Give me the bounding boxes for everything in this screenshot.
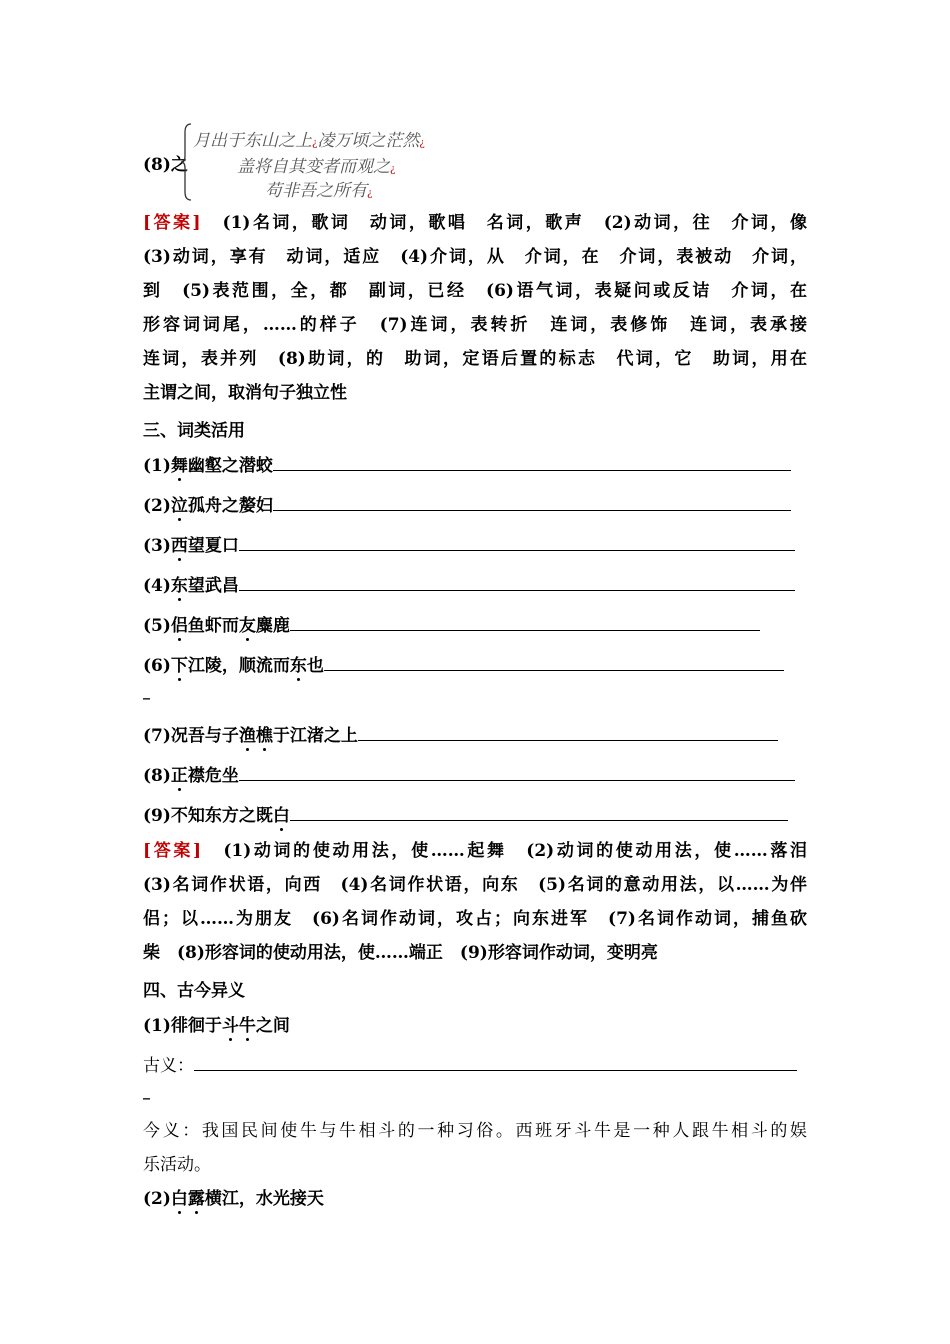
answer-2-line-2: (3)名词作状语，向西 (4)名词作状语，向东 (5)名词的意动用法，以……为伴	[143, 875, 807, 895]
exercise-item-2: (2)泣孤舟之嫠妇	[143, 491, 791, 516]
exercise-item-3: (3)西望夏口	[143, 531, 795, 556]
answer-2-line-3: 侣；以……为朋友 (6)名词作动词，攻占；向东进军 (7)名词作动词，捕鱼砍	[143, 909, 807, 929]
answer-blank[interactable]	[194, 1054, 797, 1071]
answer-blank[interactable]	[324, 654, 784, 671]
exercise-item-1: (1)舞幽壑之潜蛟	[143, 451, 791, 476]
answer-1-line-2: (3)动词，享有 动词，适应 (4)介词，从 介词，在 介词，表被动 介词，	[143, 247, 807, 267]
exercise-item-8: (8)正襟危坐	[143, 761, 795, 786]
section-4-item-1: (1)徘徊于斗牛之间	[143, 1016, 290, 1036]
brace-item	[143, 118, 543, 202]
stray-underscore: _	[143, 1084, 150, 1100]
exercise-item-4: (4)东望武昌	[143, 571, 795, 596]
answer-blank[interactable]	[239, 534, 795, 551]
answer-tag: [答案]	[143, 213, 201, 233]
section-4-item-2: (2)白露横江，水光接天	[143, 1189, 324, 1209]
answer-blank[interactable]	[290, 804, 788, 821]
answer-blank[interactable]	[290, 614, 760, 631]
exercise-item-5: (5)侣鱼虾而友麋鹿	[143, 611, 760, 636]
left-brace-icon	[181, 122, 193, 202]
answer-1-line-4: 形容词词尾，……的样子 (7)连词，表转折 连词，表修饰 连词，表承接	[143, 315, 807, 335]
answer-1-line-1: [答案] (1)名词，歌词 动词，歌唱 名词，歌声 (2)动词，往 介词，像	[143, 213, 808, 233]
answer-blank[interactable]	[273, 494, 791, 511]
exercise-item-6: (6)下江陵，顺流而东也	[143, 651, 784, 676]
answer-2-line-1: [答案] (1)动词的使动用法，使……起舞 (2)动词的使动用法，使……落泪	[143, 841, 807, 861]
section-3-heading: 三、词类活用	[143, 421, 245, 441]
brace-line-2: 盖将自其变者而观之¿	[237, 157, 396, 177]
answer-blank[interactable]	[239, 574, 795, 591]
answer-blank[interactable]	[239, 764, 795, 781]
modern-meaning-line-1: 今义：我国民间使牛与牛相斗的一种习俗。西班牙斗牛是一种人跟牛相斗的娱	[143, 1121, 807, 1141]
answer-tag: [答案]	[143, 841, 202, 861]
brace-line-1: 月出于东山之上¿凌万顷之茫然¿	[193, 131, 425, 151]
answer-blank[interactable]	[358, 724, 778, 741]
brace-line-3: 苟非吾之所有¿	[265, 181, 373, 201]
answer-1-line-5: 连词，表并列 (8)助词，的 助词，定语后置的标志 代词，它 助词，用在	[143, 349, 807, 369]
brace-item-label: (8)之	[143, 155, 188, 175]
ancient-meaning-row	[143, 1051, 797, 1076]
exercise-item-9: (9)不知东方之既白	[143, 801, 788, 826]
answer-1-line-3: 到 (5)表范围，全，都 副词，已经 (6)语气词，表疑问或反诘 介词，在	[143, 281, 807, 301]
answer-1-line-6: 主谓之间，取消句子独立性	[143, 383, 347, 403]
exercise-item-7: (7)况吾与子渔樵于江渚之上	[143, 721, 778, 746]
ancient-meaning-label: 古义：	[143, 1056, 194, 1076]
answer-2-line-4: 柴 (8)形容词的使动用法，使……端正 (9)形容词作动词，变明亮	[143, 943, 658, 963]
modern-meaning-line-2: 乐活动。	[143, 1155, 211, 1175]
section-4-heading: 四、古今异义	[143, 981, 245, 1001]
answer-blank[interactable]	[273, 454, 791, 471]
stray-underscore: _	[143, 684, 150, 700]
